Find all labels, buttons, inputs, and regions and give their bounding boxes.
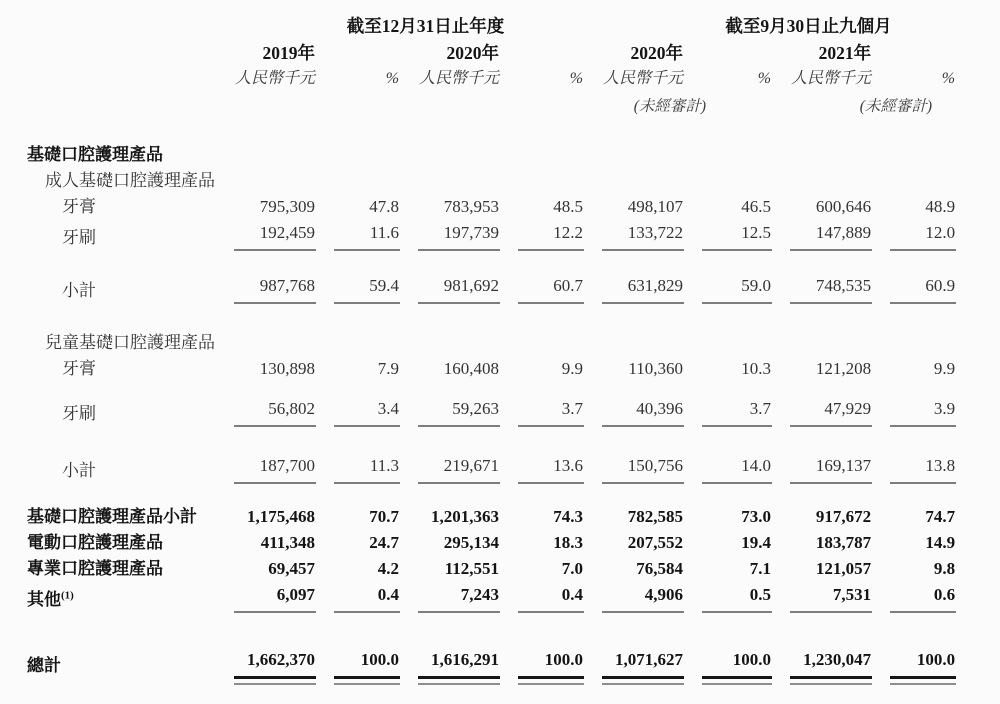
footnote-marker: (1) <box>61 589 74 602</box>
percent-cell: 9.9 <box>561 359 584 378</box>
percent-cell: 74.3 <box>553 507 584 526</box>
percent-cell: 11.3 <box>334 453 400 484</box>
amount-cell: 76,584 <box>636 559 684 578</box>
row-professional-oral-care <box>26 556 956 582</box>
amount-cell: 987,768 <box>234 273 316 304</box>
percent-cell: 74.7 <box>925 507 956 526</box>
amount-cell: 150,756 <box>602 453 684 484</box>
percent-cell: 12.2 <box>518 220 584 251</box>
amount-cell: 7,243 <box>418 582 500 613</box>
row-label: 牙膏 <box>62 197 96 216</box>
amount-cell: 1,662,370 <box>234 647 316 679</box>
percent-cell: 7.0 <box>561 559 584 578</box>
amount-cell: 917,672 <box>815 507 872 526</box>
amount-cell: 1,230,047 <box>790 647 872 679</box>
percent-cell: 48.5 <box>553 197 584 216</box>
amount-cell: 631,829 <box>602 273 684 304</box>
percent-cell: 48.9 <box>925 197 956 216</box>
row-label: 電動口腔護理產品 <box>27 533 163 552</box>
row-adult-toothbrush <box>26 220 956 251</box>
amount-cell: 600,646 <box>815 197 872 216</box>
unit-pct: % <box>385 70 400 87</box>
percent-cell: 100.0 <box>890 647 956 679</box>
percent-cell: 9.9 <box>933 359 956 378</box>
year-2020-fy: 2020年 <box>446 43 500 63</box>
year-2021-9m: 2021年 <box>818 43 872 63</box>
unaudited-label: (未經審計) <box>859 98 933 115</box>
row-label: 總計 <box>27 656 61 675</box>
unaudited-row <box>26 92 956 118</box>
unit-rmb: 人民幣千元 <box>791 70 872 87</box>
amount-cell: 121,057 <box>815 559 872 578</box>
row-basic-oral-care-subtotal <box>26 504 956 530</box>
percent-cell: 7.1 <box>749 559 772 578</box>
amount-cell: 59,263 <box>418 396 500 427</box>
amount-cell: 782,585 <box>627 507 684 526</box>
amount-cell: 4,906 <box>602 582 684 613</box>
row-children-subtotal <box>26 453 956 484</box>
amount-cell: 748,535 <box>790 273 872 304</box>
percent-cell: 13.8 <box>890 453 956 484</box>
row-label: 其他$^{(1)}$ <box>27 589 74 609</box>
percent-cell: 14.9 <box>925 533 956 552</box>
amount-cell: 187,700 <box>234 453 316 484</box>
row-total <box>26 647 956 679</box>
amount-cell: 169,137 <box>790 453 872 484</box>
amount-cell: 981,692 <box>418 273 500 304</box>
row-label: 牙刷 <box>62 404 96 423</box>
revenue-breakdown-table <box>8 12 974 679</box>
row-label: 兒童基礎口腔護理產品 <box>45 333 215 352</box>
amount-cell: 783,953 <box>443 197 500 216</box>
percent-cell: 18.3 <box>553 533 584 552</box>
row-label: 基礎口腔護理產品 <box>27 145 163 164</box>
period-group-fy: 截至12月31日止年度 <box>346 16 505 36</box>
row-label: 小計 <box>62 281 96 300</box>
amount-cell: 183,787 <box>815 533 872 552</box>
amount-cell: 1,616,291 <box>418 647 500 679</box>
amount-cell: 498,107 <box>627 197 684 216</box>
unit-rmb: 人民幣千元 <box>603 70 684 87</box>
row-label: 牙刷 <box>62 228 96 247</box>
row-label: 基礎口腔護理產品小計 <box>27 507 197 526</box>
row-label: 成人基礎口腔護理產品 <box>45 171 215 190</box>
row-adult-toothpaste <box>26 194 956 220</box>
amount-cell: 110,360 <box>628 359 684 378</box>
amount-cell: 121,208 <box>815 359 872 378</box>
year-2020-9m: 2020年 <box>630 43 684 63</box>
unit-rmb: 人民幣千元 <box>235 70 316 87</box>
unit-pct: % <box>757 70 772 87</box>
amount-cell: 160,408 <box>443 359 500 378</box>
amount-cell: 133,722 <box>602 220 684 251</box>
amount-cell: 295,134 <box>443 533 500 552</box>
percent-cell: 0.4 <box>334 582 400 613</box>
year-2019: 2019年 <box>262 43 316 63</box>
percent-cell: 4.2 <box>377 559 400 578</box>
percent-cell: 0.6 <box>890 582 956 613</box>
percent-cell: 60.9 <box>890 273 956 304</box>
amount-cell: 192,459 <box>234 220 316 251</box>
percent-cell: 60.7 <box>518 273 584 304</box>
row-electric-oral-care <box>26 530 956 556</box>
percent-cell: 3.7 <box>702 396 772 427</box>
percent-cell: 70.7 <box>369 507 400 526</box>
amount-cell: 112,551 <box>444 559 500 578</box>
amount-cell: 7,531 <box>790 582 872 613</box>
percent-cell: 3.9 <box>890 396 956 427</box>
row-children-basic-subsection <box>26 330 956 356</box>
row-others <box>26 582 956 613</box>
unit-rmb: 人民幣千元 <box>419 70 500 87</box>
row-children-toothpaste <box>26 356 956 382</box>
period-group-row <box>26 12 956 40</box>
amount-cell: 219,671 <box>418 453 500 484</box>
percent-cell: 0.5 <box>702 582 772 613</box>
percent-cell: 19.4 <box>741 533 772 552</box>
row-adult-subtotal <box>26 273 956 304</box>
year-header-row <box>26 40 956 66</box>
row-basic-oral-care-section <box>26 142 956 168</box>
row-label: 專業口腔護理產品 <box>27 559 163 578</box>
amount-cell: 6,097 <box>234 582 316 613</box>
percent-cell: 3.4 <box>334 396 400 427</box>
row-label: 小計 <box>62 461 96 480</box>
percent-cell: 59.4 <box>334 273 400 304</box>
percent-cell: 24.7 <box>369 533 400 552</box>
percent-cell: 13.6 <box>518 453 584 484</box>
percent-cell: 12.5 <box>702 220 772 251</box>
percent-cell: 14.0 <box>702 453 772 484</box>
percent-cell: 100.0 <box>518 647 584 679</box>
amount-cell: 147,889 <box>790 220 872 251</box>
row-label: 牙膏 <box>62 359 96 378</box>
percent-cell: 100.0 <box>702 647 772 679</box>
amount-cell: 1,175,468 <box>247 507 316 526</box>
percent-cell: 46.5 <box>741 197 772 216</box>
row-adult-basic-subsection <box>26 168 956 194</box>
unit-pct: % <box>941 70 956 87</box>
amount-cell: 1,201,363 <box>431 507 500 526</box>
amount-cell: 130,898 <box>259 359 316 378</box>
percent-cell: 10.3 <box>741 359 772 378</box>
percent-cell: 0.4 <box>518 582 584 613</box>
unit-pct: % <box>569 70 584 87</box>
row-children-toothbrush <box>26 396 956 427</box>
unit-header-row <box>26 66 956 92</box>
amount-cell: 411,348 <box>260 533 316 552</box>
amount-cell: 69,457 <box>268 559 316 578</box>
percent-cell: 3.7 <box>518 396 584 427</box>
amount-cell: 47,929 <box>790 396 872 427</box>
amount-cell: 197,739 <box>418 220 500 251</box>
percent-cell: 7.9 <box>377 359 400 378</box>
period-group-9m: 截至9月30日止九個月 <box>725 16 892 36</box>
amount-cell: 56,802 <box>234 396 316 427</box>
amount-cell: 40,396 <box>602 396 684 427</box>
unaudited-label: (未經審計) <box>633 98 707 115</box>
amount-cell: 207,552 <box>627 533 684 552</box>
percent-cell: 11.6 <box>334 220 400 251</box>
amount-cell: 1,071,627 <box>602 647 684 679</box>
percent-cell: 59.0 <box>702 273 772 304</box>
percent-cell: 100.0 <box>334 647 400 679</box>
percent-cell: 9.8 <box>933 559 956 578</box>
percent-cell: 12.0 <box>890 220 956 251</box>
percent-cell: 47.8 <box>369 197 400 216</box>
percent-cell: 73.0 <box>741 507 772 526</box>
amount-cell: 795,309 <box>259 197 316 216</box>
